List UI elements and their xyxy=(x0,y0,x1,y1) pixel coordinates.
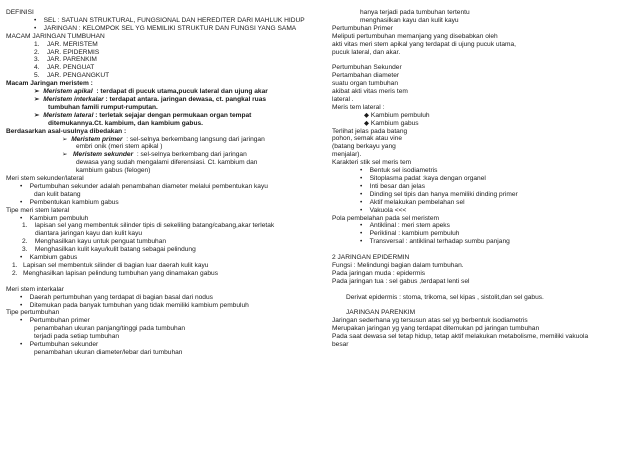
bullet-item: • JARINGAN : KELOMPOK SEL YG MEMILIKI STRUKTUR DAN FUNGSI YANG SAMA xyxy=(34,24,297,32)
heading-asal-usul: Berdasarkan asal-usulnya dibedakan : xyxy=(6,127,127,135)
numbered-item: 4. JAR. PENGUAT xyxy=(34,64,95,72)
text-line: Merupakan jaringan yg yang terdapat ditemukan pd jaringan tumbuhan xyxy=(332,325,540,333)
bullet-item: • Inti besar dan jelas xyxy=(360,182,425,190)
heading-macam-meristem: Macam Jaringan meristem : xyxy=(6,80,93,88)
bullet-item: • Kambium gabus xyxy=(20,254,78,262)
heading-tipe-pertumbuhan: Tipe pertumbuhan xyxy=(6,309,60,317)
diamond-icon: ◆ xyxy=(364,119,370,127)
text-line: Pertambahan diameter xyxy=(332,72,400,80)
text-line: Pada saat dewasa sel tetap hidup, tetap aktif melakukan metabolisme, memiliki vakuola xyxy=(332,333,589,341)
arrow-item-cont: kambium gabus (felogen) xyxy=(76,167,151,175)
text-line: hanya terjadi pada tumbuhan tertentu xyxy=(360,9,470,16)
heading-pertumbuhan-sekunder: Pertumbuhan Sekunder xyxy=(332,64,402,72)
numbered-item: 1. Lapisan sel membentuk silinder di bagian luar daerah kulit kayu xyxy=(12,262,209,269)
bullet-item: • Periklinal : kambium pembuluh xyxy=(360,230,460,238)
heading-meristem-lateral: Meris tem lateral : xyxy=(332,103,385,111)
arrow-item: ➢ Meristem interkalar : terdapat antara. jaringan dewasa, ct. pangkal ruas xyxy=(34,95,267,103)
text-line: Derivat epidermis : stoma, trikoma, sel kipas , sistolit,dan sel gabus. xyxy=(346,293,544,301)
arrow-item-cont: ditemukannya.Ct. kambium, dan kambium gabus. xyxy=(48,119,203,127)
text-line: Fungsi : Melindungi bagian dalam tumbuhan. xyxy=(332,261,464,269)
diamond-icon: ◆ xyxy=(364,111,370,119)
heading-karakteristik: Karakteri stik sel meris tem xyxy=(332,159,412,167)
diamond-item: ◆ Kambium gabus xyxy=(364,119,419,127)
numbered-item: 2. Menghasilkan kayu untuk penguat tumbuhan xyxy=(22,238,167,246)
heading-pola-pembelahan: Pola pembelahan pada sel meristem xyxy=(332,214,440,222)
text-line: pohon, semak atau vine xyxy=(332,135,403,143)
numbered-item: 3. JAR. PARENKIM xyxy=(34,56,97,64)
bullet-item-cont: terjadi pada setiap tumbuhan xyxy=(34,333,120,341)
left-column xyxy=(6,9,306,357)
right-column xyxy=(332,9,632,349)
heading-meristem-interkalar: Meri stem interkalar xyxy=(6,285,64,293)
bullet-item: • Dinding sel tipis dan hanya memiliki dinding primer xyxy=(360,190,518,198)
numbered-item-cont: diantara jaringan kayu dan kulit kayu xyxy=(35,230,143,238)
bullet-item: • Kambium pembuluh xyxy=(20,214,89,222)
text-line: suatu organ tumbuhan xyxy=(332,80,398,88)
bullet-item-cont: penambahan ukuran panjang/tinggi pada tumbuhan xyxy=(34,325,186,333)
arrow-item-cont: embri onik (meri stem apikal ) xyxy=(76,143,163,151)
bullet-item: • SEL : SATUAN STRUKTURAL, FUNGSIONAL DAN HEREDITER DARI MAHLUK HIDUP xyxy=(34,16,305,24)
text-line: menjalar). xyxy=(332,151,362,159)
bullet-item: • Ditemukan pada banyak tumbuhan yang tidak memiliki kambium pembuluh xyxy=(20,301,249,309)
bullet-item-cont: penambahan ukuran diameter/lebar dari tumbuhan xyxy=(34,348,183,356)
text-line: menghasilkan kayu dan kulit kayu xyxy=(360,16,459,24)
bullet-item: • Sitoplasma padat :kaya dengan organel xyxy=(360,175,486,183)
bullet-item: • Vakuola <<< xyxy=(360,206,407,214)
arrow-item-cont: tumbuhan famili rumput-rumputan. xyxy=(48,103,158,111)
bullet-item: • Aktif melakukan pembelahan sel xyxy=(360,198,465,206)
text-line: besar xyxy=(332,341,349,348)
bullet-item: • Antiklinal : meri stem apeks xyxy=(360,222,450,230)
text-line: Jaringan sederhana yg tersusun atas sel yg berbentuk isodiametris xyxy=(332,317,528,325)
heading-meristem-sekunder: Meri stem sekunder/lateral xyxy=(6,175,84,183)
bullet-item: • Pertumbuhan primer xyxy=(20,317,90,325)
text-line: Pada jaringan muda : epidermis xyxy=(332,269,426,277)
bullet-item: • Bentuk sel isodiametris xyxy=(360,167,438,175)
arrow-item: ➢ Meristem lateral : terletak sejajar dengan permukaan organ tempat xyxy=(34,111,252,119)
text-line: akibat akti vitas meris tem xyxy=(332,88,408,96)
bullet-item: • Daerah pertumbuhan yang terdapat di bagian basal dari nodus xyxy=(20,293,213,301)
numbered-item: 2. JAR. EPIDERMIS xyxy=(34,48,100,56)
bullet-item: • Pertumbuhan sekunder adalah penambahan diameter melalui pembentukan kayu xyxy=(20,182,268,190)
heading-definisi: DEFINISI xyxy=(6,9,34,16)
bullet-item-cont: dan kulit batang xyxy=(34,190,81,198)
bullet-item: • Transversal : antiklinal terhadap sumbu panjang xyxy=(360,238,510,246)
heading-macam-jaringan: MACAM JARINGAN TUMBUHAN xyxy=(6,32,105,40)
text-line: (batang berkayu yang xyxy=(332,143,396,151)
numbered-item: 2. Menghasilkan lapisan pelindung tumbuhan yang dinamakan gabus xyxy=(12,269,219,277)
diamond-item: ◆ Kambium pembuluh xyxy=(364,111,430,119)
heading-epidermis: 2 JARINGAN EPIDERMIN xyxy=(332,254,410,262)
text-line: lateral . xyxy=(332,95,354,103)
arrow-item-cont: dewasa yang sudah mengalami diferensiasi. Ct. kambium dan xyxy=(76,159,258,167)
bullet-item: • Pertumbuhan sekunder xyxy=(20,341,99,349)
heading-tipe-meristem: Tipe meri stem lateral xyxy=(6,206,70,214)
heading-pertumbuhan-primer: Pertumbuhan Primer xyxy=(332,24,393,32)
numbered-item: 3. Menghasilkan kulit kayu/kulit batang sebagai pelindung xyxy=(22,246,196,254)
arrow-item: ➢ Meristem sekunder : sel-selnya berkembang dari jaringan xyxy=(62,151,247,159)
arrow-item: ➢ Meristem apikal : terdapat di pucuk utama,pucuk lateral dan ujung akar xyxy=(34,88,268,96)
text-line: Pada jaringan tua : sel gabus ,terdapat lenti sel xyxy=(332,277,470,285)
numbered-item: 1. lapisan sel yang membentuk silinder tipis di sekeliling batang/cabang,akar terletak xyxy=(22,222,275,230)
text-line: pucuk lateral, dan akar. xyxy=(332,48,401,56)
text-line: akti vitas meri stem apikal yang terdapat di ujung pucuk utama, xyxy=(332,40,516,48)
bullet-item: • Pembentukan kambium gabus xyxy=(20,198,119,206)
arrow-item: ➢ Meristem primer : sel-selnya berkembang langsung dari jaringan xyxy=(62,135,265,143)
text-line: Meliputi pertumbuhan memanjang yang disebabkan oleh xyxy=(332,32,498,40)
numbered-item: 5. JAR. PENGANGKUT xyxy=(34,72,110,80)
text-line: Terlihat jelas pada batang xyxy=(332,127,408,135)
numbered-item: 1. JAR. MERISTEM xyxy=(34,40,98,48)
heading-parenkim: JARINGAN PARENKIM xyxy=(346,309,416,317)
